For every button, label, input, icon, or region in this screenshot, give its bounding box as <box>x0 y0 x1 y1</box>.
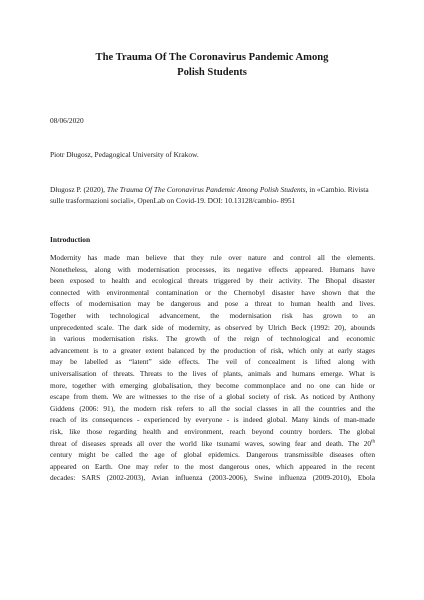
author-line: Piotr Długosz, Pedagogical University of Krakow. <box>50 150 199 159</box>
citation-prefix: Długosz P. (2020), <box>50 185 107 194</box>
superscript-th: th <box>371 439 375 445</box>
body-line: universalisation of threats. Threats to the lives of plants, animals and humans emerge. What is <box>50 368 375 378</box>
body-line: advancement is to a greater extent balanced by the production of risk, which only at early stages <box>50 345 375 355</box>
section-heading: Introduction <box>50 235 91 244</box>
body-line: appeared on Earth. One may refer to the most dangerous ones, which appeared in the recent <box>50 461 375 471</box>
body-line: reach of its consequences - experienced by everyone - is indeed global. Many kinds of man-made <box>50 415 375 425</box>
body-paragraph <box>50 252 375 484</box>
citation-suffix: , in «Cambio. Rivista sulle trasformazioni sociali», OpenLab on Covid-19. DOI: 10.13128/cambio- 8951 <box>50 185 369 205</box>
publication-date: 08/06/2020 <box>50 116 84 125</box>
body-line: may be labelled as “latent” side effects. The veil of concealment is lifted along with <box>50 357 375 367</box>
body-line: Nonetheless, along with modernisation processes, its negative effects appeared. Humans have <box>50 264 375 274</box>
citation-title: The Trauma Of The Coronavirus Pandemic Among Polish Students <box>106 185 306 194</box>
body-line: been exposed to health and ecological threats triggered by their activity. The Bhopal disaster <box>50 276 375 286</box>
body-line: more, together with emerging globalisation, they become commonplace and no one can hide or <box>50 380 375 390</box>
body-line: escape from them. We are witnesses to the rise of a global society of risk. As noticed by Anthony <box>50 392 375 402</box>
body-line: connected with environmental contamination or the Chernobyl disaster have shown that the <box>50 287 375 297</box>
body-line: unprecedented scale. The dark side of modernity, as observed by Ulrich Beck (1992: 20), abounds <box>50 322 375 332</box>
body-line-text: threat of diseases spreads all over the world like tsunami waves, sowing fear and death. The 20 <box>50 438 372 448</box>
body-line-with-superscript <box>50 438 375 450</box>
body-line: Giddens (2006: 91), the modern risk refers to all the social classes in all the countries and the <box>50 403 375 413</box>
citation <box>50 184 380 206</box>
body-line: Together with technological advancement, the modernisation risk has grown to an <box>50 310 375 320</box>
body-line: century might be called the age of global epidemics. Dangerous transmissible diseases often <box>50 450 375 460</box>
title-line-2: Polish Students <box>177 67 247 78</box>
title-line-1: The Trauma Of The Coronavirus Pandemic Among <box>95 52 329 63</box>
body-line: risk, like those regarding health and environment, reach beyond country borders. The global <box>50 426 375 436</box>
body-line: decades: SARS (2002-2003), Avian influenza (2003-2006), Swine influenza (2009-2010), Ebola <box>50 473 375 483</box>
body-line: effects of modernisation may be dangerous and pose a threat to human health and lives. <box>50 299 375 309</box>
document-title <box>60 50 364 80</box>
body-line: Modernity has made man believe that they rule over nature and control all the elements. <box>50 253 375 262</box>
body-line: in various modernisation risks. The growth of the reign of technological and economic <box>50 334 375 344</box>
